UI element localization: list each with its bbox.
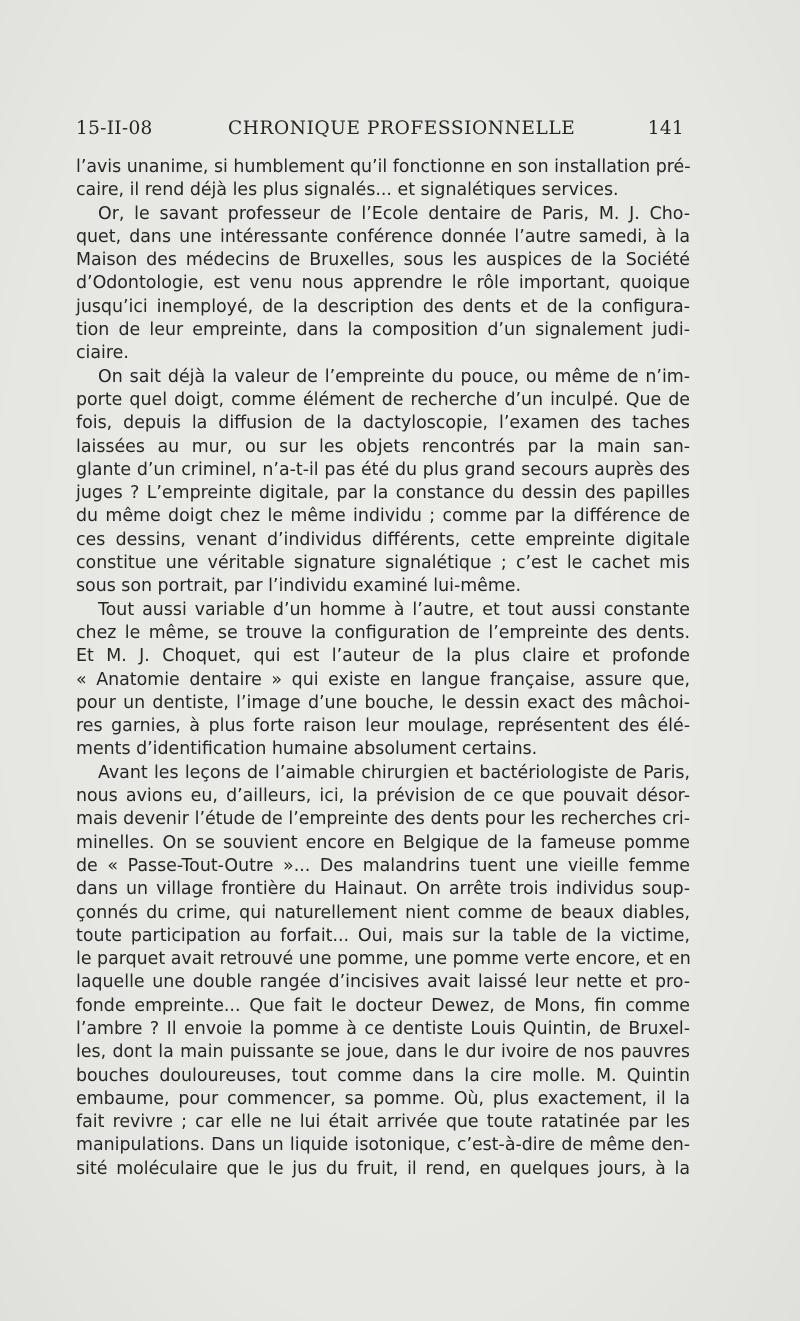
text-line: fois, depuis la diffusion de la dactyloscopie, l’examen des taches (76, 413, 690, 434)
text-line: nous avions eu, d’ailleurs, ici, la prévision de ce que pouvait désor- (76, 786, 690, 807)
text-line: laissées au mur, ou sur les objets rencontrés par la main san- (76, 436, 690, 457)
text-line: ments d’identification humaine absolument certains. (76, 739, 538, 760)
text-line: ciaire. (76, 343, 129, 364)
text-line: fait revivre ; car elle ne lui était arrivée que toute ratatinée par les (76, 1112, 690, 1133)
text-line: minelles. On se souvient encore en Belgique de la fameuse pomme (76, 832, 690, 853)
text-line: mais devenir l’étude de l’empreinte des dents pour les recherches cri- (76, 809, 690, 830)
text-line: pour un dentiste, l’image d’une bouche, le dessin exact des mâchoi- (76, 692, 690, 713)
article-body (76, 156, 690, 1181)
text-line: chez le même, se trouve la configuration de l’empreinte des dents. (76, 622, 690, 643)
text-line: de « Passe-Tout-Outre »... Des malandrins tuent une vieille femme (76, 855, 690, 876)
text-line: On sait déjà la valeur de l’empreinte du pouce, ou même de n’im- (98, 366, 690, 387)
text-line: l’ambre ? Il envoie la pomme à ce dentiste Louis Quintin, de Bruxel- (76, 1018, 690, 1039)
text-line: Tout aussi variable d’un homme à l’autre, et tout aussi constante (98, 599, 690, 620)
text-line: d’Odontologie, est venu nous apprendre le rôle important, quoique (76, 273, 690, 294)
text-line: manipulations. Dans un liquide isotonique, c’est-à-dire de même den- (76, 1135, 690, 1156)
text-line: du même doigt chez le même individu ; comme par la différence de (76, 506, 690, 527)
text-line: sité moléculaire que le jus du fruit, il rend, en quelques jours, à la (76, 1158, 690, 1179)
text-line: Or, le savant professeur de l’Ecole dentaire de Paris, M. J. Cho- (98, 203, 690, 224)
text-line: Et M. J. Choquet, qui est l’auteur de la plus claire et profonde (76, 646, 690, 667)
text-line: Maison des médecins de Bruxelles, sous les auspices de la Société (76, 250, 690, 271)
text-line: le parquet avait retrouvé une pomme, une pomme verte encore, et en (76, 949, 691, 970)
text-line: Avant les leçons de l’aimable chirurgien et bactériologiste de Paris, (98, 762, 690, 783)
text-line: laquelle une double rangée d’incisives avait laissé leur nette et pro- (76, 972, 690, 993)
text-line: res garnies, à plus forte raison leur moulage, représentent des élé- (76, 716, 690, 737)
text-line: ces dessins, venant d’individus différents, cette empreinte digitale (76, 529, 690, 550)
text-line: tion de leur empreinte, dans la composition d’un signalement judi- (76, 320, 690, 341)
text-line: jusqu’ici inemployé, de la description des dents et de la configura- (76, 296, 690, 317)
text-line: çonnés du crime, qui naturellement nient comme de beaux diables, (76, 902, 690, 923)
running-title: CHRONIQUE PROFESSIONNELLE (228, 118, 576, 139)
text-line: glante d’un criminel, n’a-t-il pas été du plus grand secours auprès des (76, 459, 690, 480)
text-line: porte quel doigt, comme élément de recherche d’un inculpé. Que de (76, 389, 690, 410)
text-line: embaume, pour commencer, sa pomme. Où, plus exactement, il la (76, 1088, 690, 1109)
text-line: juges ? L’empreinte digitale, par la constance du dessin des papilles (76, 483, 690, 504)
text-line: fonde empreinte... Que fait le docteur Dewez, de Mons, fin comme (76, 995, 690, 1016)
page-header (76, 118, 684, 148)
text-line: bouches douloureuses, tout comme dans la cire molle. M. Quintin (76, 1065, 690, 1086)
text-line: sous son portrait, par l’individu examiné lui-même. (76, 576, 522, 597)
text-line: l’avis unanime, si humblement qu’il fonctionne en son installation pré- (76, 157, 691, 177)
text-line: dans un village frontière du Hainaut. On arrête trois individus soup- (76, 879, 690, 900)
text-line: « Anatomie dentaire » qui existe en langue française, assure que, (76, 669, 690, 690)
page-number: 141 (647, 118, 684, 139)
issue-date: 15-II-08 (76, 118, 153, 139)
text-line: toute participation au forfait... Oui, mais sur la table de la victime, (76, 925, 690, 946)
text-line: constitue une véritable signature signalétique ; c’est le cachet mis (76, 553, 690, 574)
text-line: quet, dans une intéressante conférence donnée l’autre samedi, à la (76, 226, 690, 247)
text-line: les, dont la main puissante se joue, dans le dur ivoire de nos pauvres (76, 1042, 690, 1063)
text-line: caire, il rend déjà les plus signalés... et signalétiques services. (76, 180, 619, 201)
